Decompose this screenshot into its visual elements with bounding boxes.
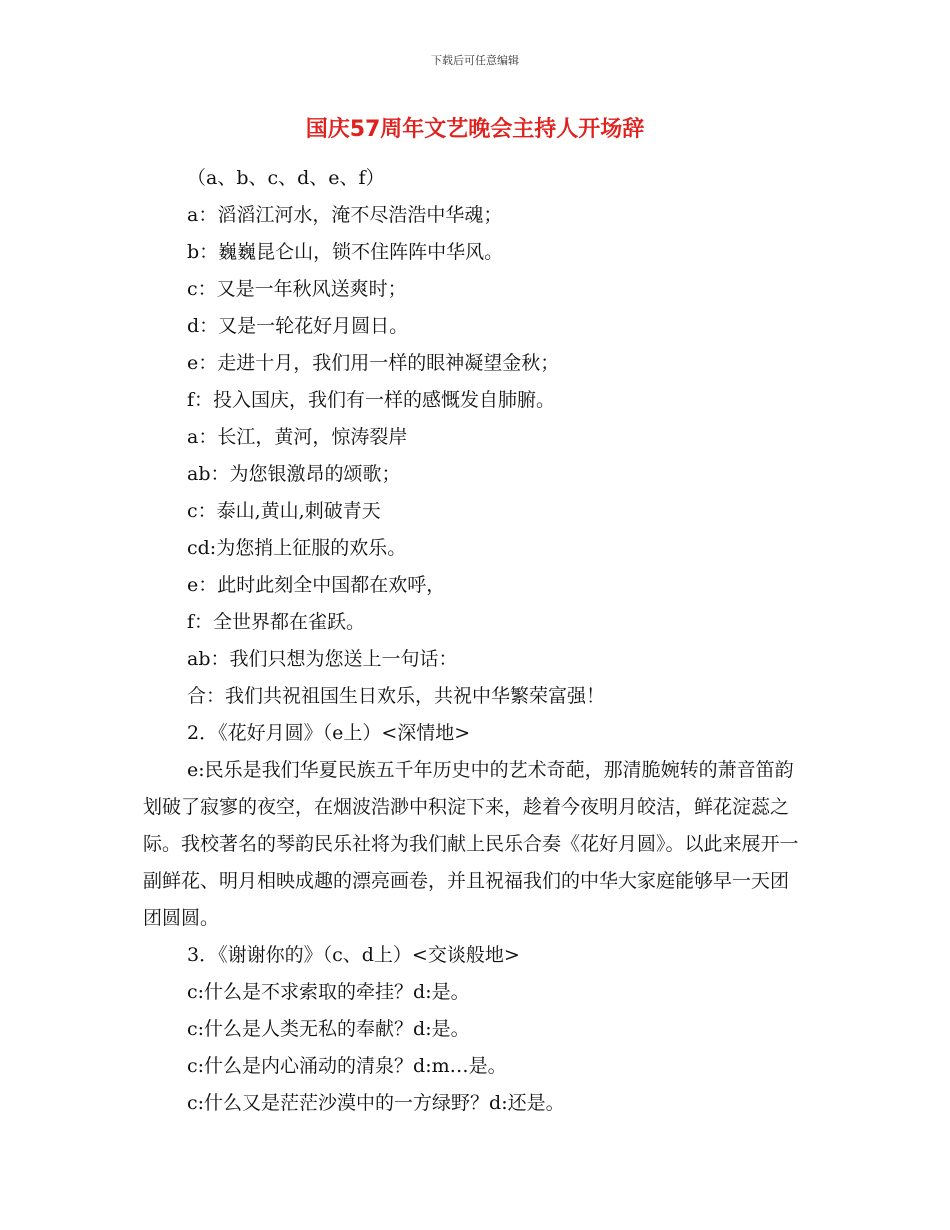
script-line: a：滔滔江河水，淹不尽浩浩中华魂；	[187, 204, 503, 226]
script-line: ab：为您银激昂的颂歌；	[187, 463, 401, 485]
script-line: e：走进十月，我们用一样的眼神凝望金秋；	[187, 352, 560, 374]
script-line: b：巍巍昆仑山，锁不住阵阵中华风。	[187, 241, 504, 263]
script-line: a：长江，黄河，惊涛裂岸	[187, 426, 408, 448]
script-line: f：全世界都在雀跃。	[187, 611, 366, 633]
script-line: f：投入国庆，我们有一样的感慨发自肺腑。	[187, 389, 556, 411]
script-line: 合：我们共祝祖国生日欢乐，共祝中华繁荣富强！	[187, 685, 606, 707]
script-line: cd:为您捎上征服的欢乐。	[187, 537, 407, 559]
document-title: 国庆57周年文艺晚会主持人开场辞	[305, 117, 645, 142]
script-line: c:什么又是茫茫沙漠中的一方绿野？d:还是。	[187, 1092, 565, 1114]
narration-paragraph: e:民乐是我们华夏民族五千年历史中的艺术奇葩，那清脆婉转的萧音笛韵划破了寂寥的夜空，在烟波浩渺中积淀下来，趁着今夜明月皎洁，鲜花淀蕊之际。我校著名的琴韵民乐社将为我们献上民乐合奏《花好月圆》。以此来展开一副鲜花、明月相映成趣的漂亮画卷，并且祝福我们的中华大家庭能够早一天团团圆圆。	[143, 759, 799, 929]
document-body	[143, 160, 803, 1122]
page-header-note: 下载后可任意编辑	[431, 54, 519, 67]
section-heading: 2．《花好月圆》（e上）<深情地>	[187, 722, 471, 744]
script-line: c:什么是内心涌动的清泉？d:m…是。	[187, 1055, 507, 1077]
section-heading: 3．《谢谢你的》（c、d上）<交谈般地>	[187, 944, 520, 966]
script-line: c：泰山,黄山,刺破青天	[187, 500, 381, 522]
script-line: c:什么是人类无私的奉献？d:是。	[187, 1018, 470, 1040]
script-line: ab：我们只想为您送上一句话：	[187, 648, 458, 670]
script-line: c：又是一年秋风送爽时；	[187, 278, 407, 300]
script-line: c:什么是不求索取的牵挂？d:是。	[187, 981, 470, 1003]
script-line: d：又是一轮花好月圆日。	[187, 315, 409, 337]
script-line: e：此时此刻全中国都在欢呼，	[187, 574, 446, 596]
roles-line: （a、b、c、d、e、f）	[187, 167, 385, 189]
